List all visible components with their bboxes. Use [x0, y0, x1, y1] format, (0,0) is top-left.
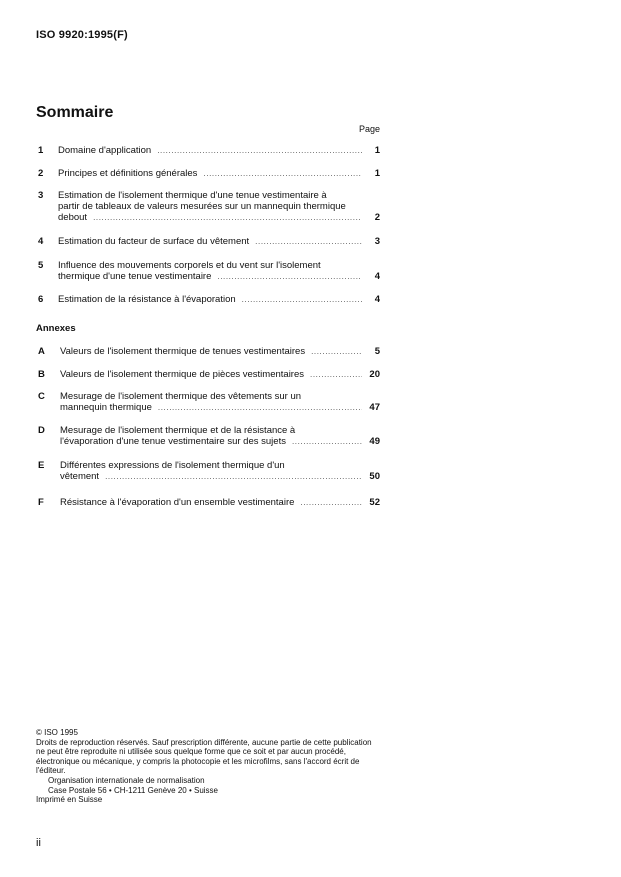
dot-leader [292, 436, 362, 447]
entry-title: Estimation du facteur de surface du vêtement [58, 236, 250, 247]
entry-number: A [38, 346, 45, 357]
entry-page-number: 1 [374, 168, 380, 179]
entry-title-line: Mesurage de l'isolement thermique et de la résistance à [60, 425, 296, 436]
entry-page-number: 3 [374, 236, 380, 247]
entry-page-number: 20 [369, 369, 380, 380]
dot-leader [158, 402, 362, 413]
entry-title: Valeurs de l'isolement thermique de pièces vestimentaires [60, 369, 305, 380]
entry-title: Principes et définitions générales [58, 168, 198, 179]
entry-number: 3 [38, 190, 44, 201]
entry-page-number: 5 [374, 346, 380, 357]
entry-page-number: 2 [374, 212, 380, 223]
entry-page-number: 4 [374, 294, 380, 305]
entry-page-number: 52 [369, 497, 380, 508]
entry-title: mannequin thermique [60, 402, 152, 413]
entry-number: C [38, 391, 45, 402]
entry-title: Estimation de la résistance à l'évaporation [58, 294, 236, 305]
dot-leader [93, 212, 362, 223]
organization-name: Organisation internationale de normalisation [48, 775, 205, 785]
printed-in: Imprimé en Suisse [36, 795, 103, 805]
entry-title: thermique d'une tenue vestimentaire [58, 271, 212, 282]
entry-number: B [38, 369, 45, 380]
dot-leader [311, 346, 362, 357]
entry-number: 6 [38, 294, 44, 305]
dot-leader [242, 294, 362, 305]
entry-title-line: partir de tableaux de valeurs mesurées sur un mannequin thermique [58, 201, 346, 212]
dot-leader [157, 145, 362, 156]
entry-number: 2 [38, 168, 44, 179]
entry-page-number: 4 [374, 271, 380, 282]
page-column-label: Page [359, 124, 381, 134]
entry-title: l'évaporation d'une tenue vestimentaire sur des sujets [60, 436, 286, 447]
entry-title-line: Mesurage de l'isolement thermique des vêtements sur un [60, 391, 302, 402]
copyright-block [36, 728, 382, 805]
entry-title-line: Estimation de l'isolement thermique d'une tenue vestimentaire à [58, 190, 327, 201]
entry-page-number: 47 [369, 402, 380, 413]
entry-number: 4 [38, 236, 44, 247]
entry-title: Valeurs de l'isolement thermique de tenues vestimentaires [60, 346, 306, 357]
toc-title: Sommaire [36, 104, 114, 121]
entry-title-line: Différentes expressions de l'isolement thermique d'un [60, 460, 285, 471]
dot-leader [255, 236, 362, 247]
rights-notice: Droits de reproduction réservés. Sauf prescription différente, aucune partie de cette publication ne peut être reproduite ni utilisée sous quelque forme que ce soit et par aucun procédé, électronique ou mécanique, y compris la photocopie et les microfilms, sans l'accord écrit de l'éditeur. [36, 737, 372, 776]
annexes-heading: Annexes [36, 323, 76, 334]
dot-leader [310, 369, 362, 380]
entry-number: F [38, 497, 44, 508]
footer-page-number: ii [36, 837, 41, 849]
entry-page-number: 1 [374, 145, 380, 156]
standard-id: ISO 9920:1995(F) [36, 29, 128, 41]
dot-leader [203, 168, 362, 179]
entry-title: vêtement [60, 471, 100, 482]
entry-number: 1 [38, 145, 44, 156]
dot-leader [217, 271, 362, 282]
dot-leader [300, 497, 362, 508]
entry-number: D [38, 425, 45, 436]
entry-title: Domaine d'application [58, 145, 152, 156]
dot-leader [105, 471, 362, 482]
entry-page-number: 50 [369, 471, 380, 482]
entry-title-line: Influence des mouvements corporels et du vent sur l'isolement [58, 260, 321, 271]
entry-number: 5 [38, 260, 44, 271]
entry-page-number: 49 [369, 436, 380, 447]
postal-address: Case Postale 56 • CH-1211 Genève 20 • Suisse [48, 785, 218, 795]
entry-number: E [38, 460, 45, 471]
copyright-line: © ISO 1995 [36, 728, 78, 737]
entry-title: debout [58, 212, 88, 223]
entry-title: Résistance à l'évaporation d'un ensemble vestimentaire [60, 497, 295, 508]
